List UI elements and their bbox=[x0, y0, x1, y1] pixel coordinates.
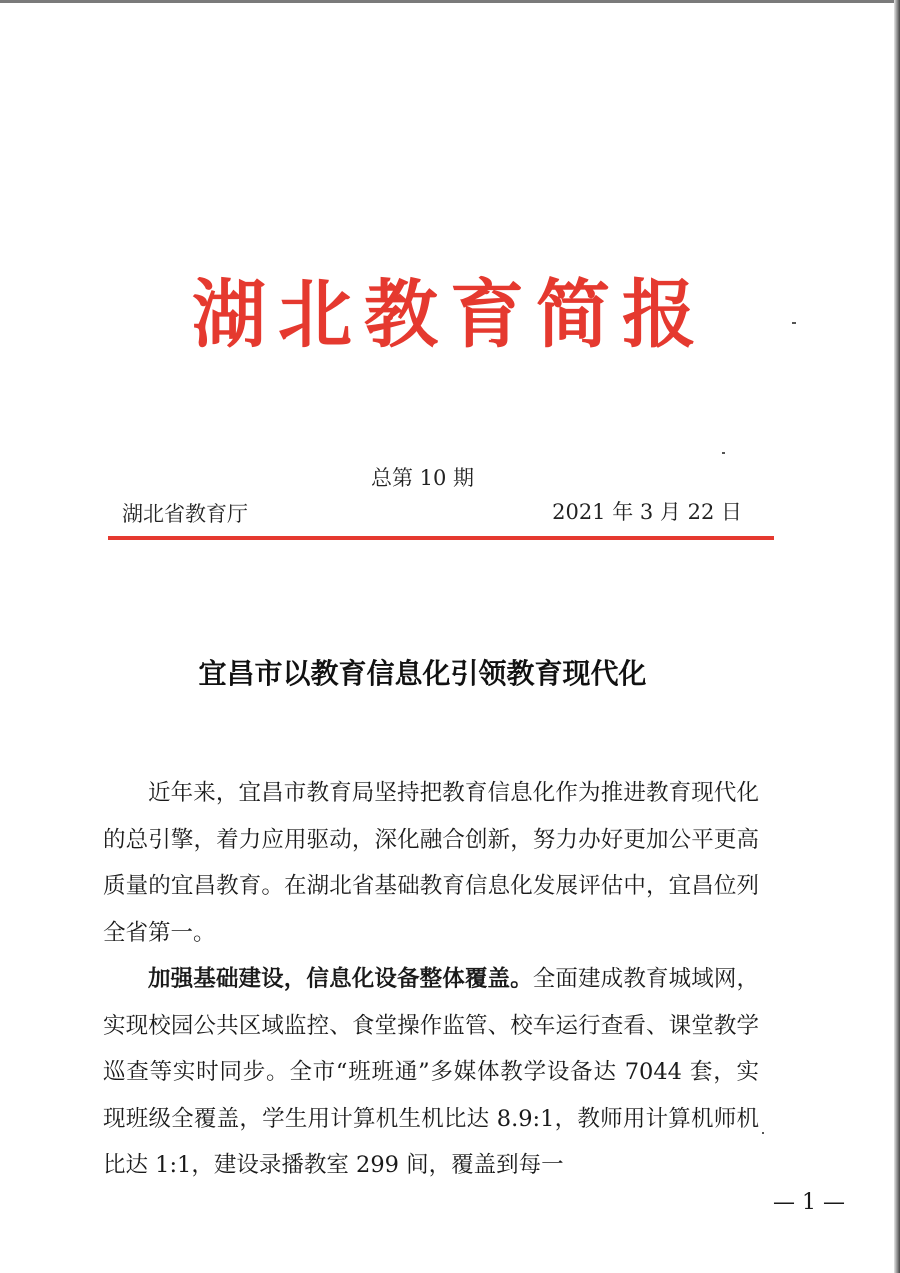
scan-speck bbox=[762, 1132, 764, 1134]
article-body bbox=[103, 770, 759, 1189]
article-title: 宜昌市以教育信息化引领教育现代化 bbox=[198, 657, 647, 690]
paragraph-2-lead: 加强基础建设，信息化设备整体覆盖。 bbox=[148, 966, 533, 992]
issuer: 湖北省教育厅 bbox=[122, 502, 248, 526]
scan-speck bbox=[722, 452, 725, 454]
paragraph-2-text: 全面建成教育城域网，实现校园公共区域监控、食堂操作监管、校车运行查看、课堂教学巡查等实时同步。全市“班班通”多媒体教学设备达 7044 套，实现班级全覆盖，学生用计算机生机比达 8.9:1，教师用计算机师机比达 1:1，建设录播教室 299 间，覆盖到每一 bbox=[103, 966, 759, 1178]
issue-number: 总第 10 期 bbox=[370, 466, 475, 490]
paragraph-1 bbox=[103, 770, 759, 956]
paragraph-1-text: 近年来，宜昌市教育局坚持把教育信息化作为推进教育现代化的总引擎，着力应用驱动，深化融合创新，努力办好更加公平更高质量的宜昌教育。在湖北省基础教育信息化发展评估中，宜昌位列全省第一。 bbox=[103, 780, 759, 946]
issue-date: 2021 年 3 月 22 日 bbox=[552, 500, 742, 524]
masthead-divider bbox=[108, 536, 774, 540]
scan-border-right bbox=[894, 0, 900, 1273]
scan-speck bbox=[792, 322, 796, 324]
paragraph-2 bbox=[103, 956, 759, 1189]
scan-border-top bbox=[0, 0, 900, 3]
page-number: — 1 — bbox=[773, 1190, 845, 1215]
masthead-title: 湖北教育简报 bbox=[192, 272, 708, 358]
